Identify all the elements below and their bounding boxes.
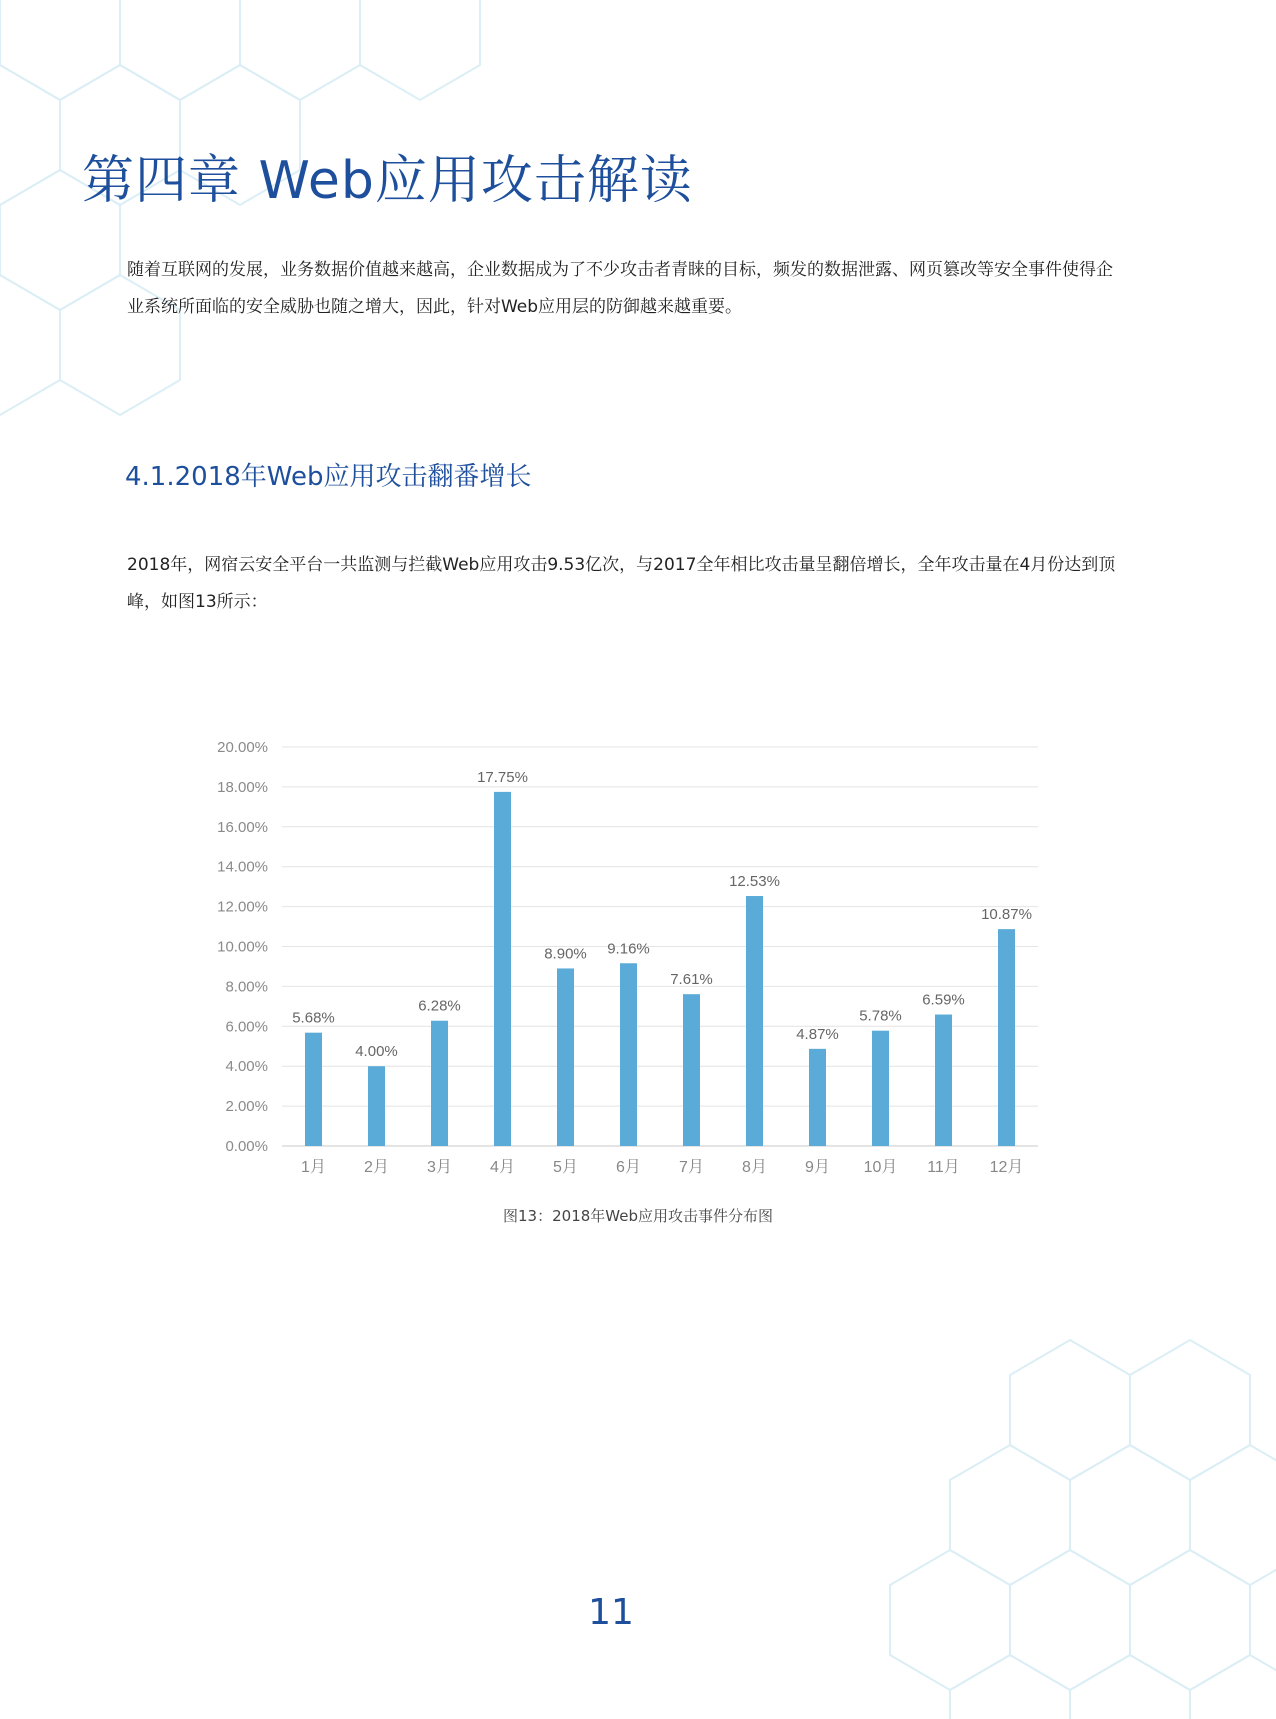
chart-bar	[935, 1015, 952, 1146]
chart-bar	[872, 1031, 889, 1146]
x-tick-label: 10月	[863, 1159, 898, 1176]
bar-data-label: 5.68%	[292, 1009, 335, 1027]
intro-paragraph: 随着互联网的发展，业务数据价值越来越高，企业数据成为了不少攻击者青睐的目标，频发的数据泄露、网页篡改等安全事件使得企业系统所面临的安全威胁也随之增大，因此，针对Web应用层的防御越来越重要。	[127, 260, 1113, 317]
y-tick-label: 4.00%	[225, 1058, 268, 1076]
bar-data-label: 9.16%	[607, 940, 650, 958]
x-tick-label: 8月	[742, 1159, 767, 1176]
y-tick-label: 12.00%	[217, 898, 268, 916]
y-tick-label: 20.00%	[217, 739, 268, 756]
chart-bar	[746, 896, 763, 1146]
y-tick-label: 18.00%	[217, 778, 268, 796]
section-body-paragraph: 2018年，网宿云安全平台一共监测与拦截Web应用攻击9.53亿次，与2017全年相比攻击量呈翻倍增长，全年攻击量在4月份达到顶峰，如图13所示：	[127, 555, 1116, 612]
chapter-title: 第四章 Web应用攻击解读	[82, 151, 693, 211]
figure-caption: 图13：2018年Web应用攻击事件分布图	[503, 1207, 773, 1225]
y-tick-label: 6.00%	[225, 1018, 268, 1036]
chart-bar	[620, 963, 637, 1146]
chart-bar	[683, 994, 700, 1146]
chart-bar	[494, 792, 511, 1146]
y-tick-label: 16.00%	[217, 818, 268, 836]
x-tick-label: 3月	[427, 1159, 452, 1176]
x-tick-label: 5月	[553, 1159, 578, 1176]
bar-data-label: 10.87%	[981, 906, 1032, 924]
chart-bar	[368, 1066, 385, 1146]
chart-bar	[431, 1021, 448, 1146]
chart-bar	[557, 968, 574, 1146]
x-tick-label: 1月	[301, 1159, 326, 1176]
page-number: 11	[588, 1592, 634, 1633]
x-tick-label: 11月	[927, 1159, 960, 1176]
bar-data-label: 6.59%	[922, 991, 965, 1009]
y-tick-label: 14.00%	[217, 858, 268, 876]
bar-data-label: 5.78%	[859, 1007, 902, 1025]
bar-data-label: 4.00%	[355, 1043, 398, 1061]
y-tick-label: 8.00%	[225, 978, 268, 996]
chart-bar	[809, 1049, 826, 1146]
section-title: 4.1.2018年Web应用攻击翻番增长	[125, 462, 532, 492]
chart-bar	[305, 1033, 322, 1146]
y-tick-label: 2.00%	[225, 1098, 268, 1116]
x-tick-label: 9月	[805, 1159, 830, 1176]
chart-bar	[998, 929, 1015, 1146]
x-tick-label: 4月	[490, 1159, 515, 1176]
bar-data-label: 6.28%	[418, 997, 461, 1015]
x-tick-label: 7月	[679, 1159, 704, 1176]
bar-data-label: 7.61%	[670, 971, 713, 989]
bar-data-label: 17.75%	[477, 768, 528, 786]
y-tick-label: 10.00%	[217, 938, 268, 956]
bar-data-label: 12.53%	[729, 873, 780, 891]
x-tick-label: 6月	[616, 1159, 641, 1176]
bar-data-label: 8.90%	[544, 945, 587, 963]
bar-data-label: 4.87%	[796, 1025, 839, 1043]
y-tick-label: 0.00%	[225, 1138, 268, 1155]
x-tick-label: 2月	[364, 1159, 389, 1176]
x-tick-label: 12月	[989, 1159, 1024, 1176]
